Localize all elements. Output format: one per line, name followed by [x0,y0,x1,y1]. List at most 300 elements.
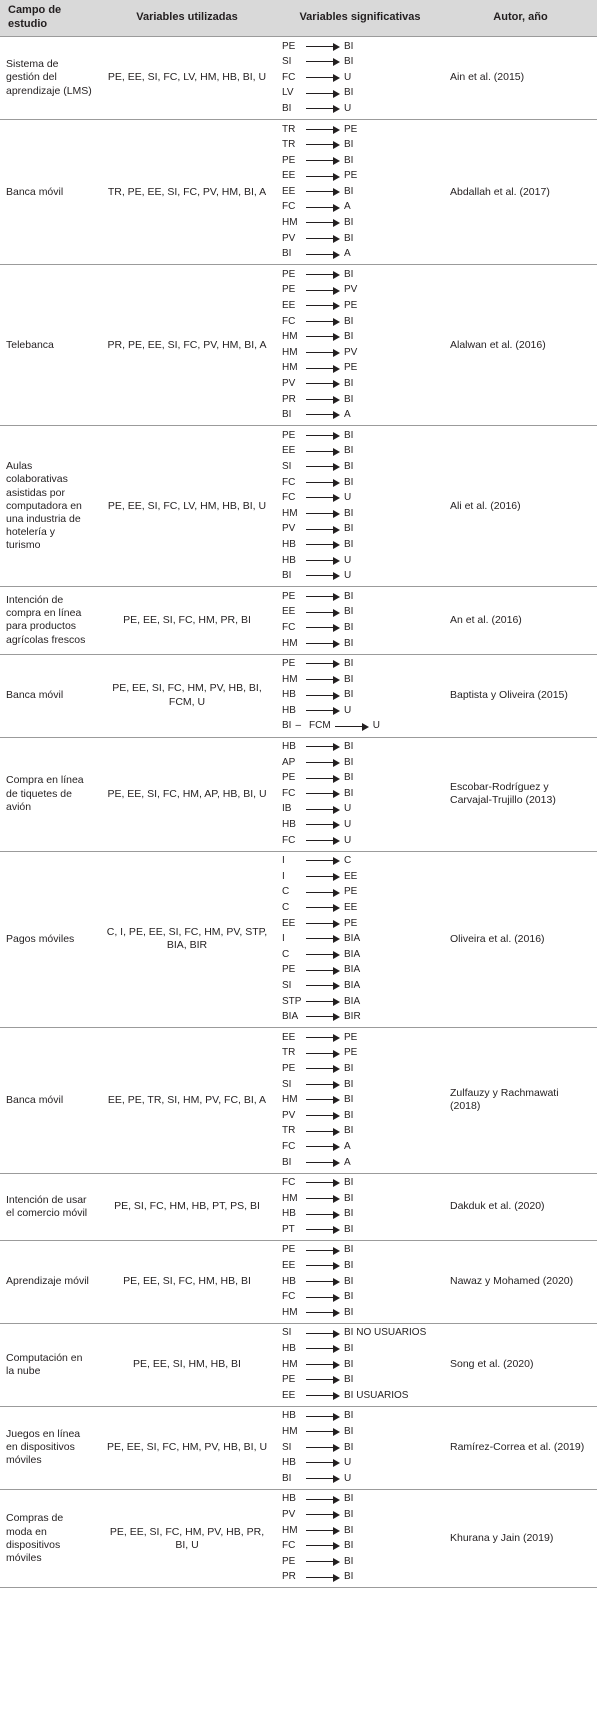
relation-target: BI USUARIOS [344,1389,409,1401]
relation-source: HB [282,1493,296,1505]
relation-target: PV [344,346,358,358]
relation-target: BI [344,590,354,602]
arrow-right-icon [306,935,340,943]
arrow-right-icon [306,1179,340,1187]
relation-source: I [282,870,285,882]
relation-target: U [344,102,352,114]
relation-source: BI [282,1472,292,1484]
relation-source: BI [282,409,292,421]
relation [282,1357,444,1373]
relation-source: FC [282,1540,296,1552]
relation-source: HB [282,704,296,716]
arrow-right-icon [306,1413,340,1421]
relation [282,1326,444,1342]
arrow-right-icon [306,743,340,751]
relation [282,537,444,553]
significativas-cell [276,1323,444,1406]
relation [282,330,444,346]
relation [282,70,444,86]
relation-target: BI [344,1094,354,1106]
relation-target: BI [344,1306,354,1318]
campo-cell: Banca móvil [6,1093,64,1106]
arrow-right-icon [306,105,340,113]
relation [282,1456,444,1472]
relation-source: PR [282,1571,296,1583]
relation-source: HM [282,1094,298,1106]
significativas-cell [276,654,444,737]
relation [282,755,444,771]
significativas-cell [276,1028,444,1173]
arrow-right-icon [306,1262,340,1270]
relation-source: PV [282,1508,296,1520]
relation [282,153,444,169]
relation-source: PE [282,40,296,52]
relation-target: BI [344,1208,354,1220]
arrow-right-icon [306,1496,340,1504]
relation-target: U [344,1472,352,1484]
relation-source: SI [282,460,292,472]
relation-source: FC [282,621,296,633]
arrow-right-icon [306,1159,340,1167]
relation-target: BI [344,1291,354,1303]
significativas-cell [276,37,444,120]
variables-cell: PR, PE, EE, SI, FC, PV, HM, BI, A [107,338,267,351]
campo-cell: Banca móvil [6,688,64,701]
arrow-right-icon [306,1392,340,1400]
relation-source: PE [282,154,296,166]
relation [282,1222,444,1238]
relation-target: BI [344,1275,354,1287]
relation-target: BI [344,689,354,701]
relation-target: BIA [344,979,361,991]
relation-target: U [372,720,380,732]
relation [282,408,444,424]
relation-source: PE [282,1244,296,1256]
relation [282,703,444,719]
relation-target: BIA [344,964,361,976]
relation-source: EE [282,1260,296,1272]
campo-cell: Aprendizaje móvil [6,1275,89,1288]
relation-source: PE [282,590,296,602]
relation-source: HM [282,1524,298,1536]
relation-source: PE [282,964,296,976]
relation-target: BI [344,658,354,670]
variables-cell: PE, EE, SI, FC, HM, PR, BI [123,613,251,626]
relation [282,169,444,185]
variables-cell: C, I, PE, EE, SI, FC, HM, PV, STP, BIA, BIR [106,926,268,952]
relation-target: A [344,1156,351,1168]
variables-cell: PE, EE, SI, FC, HM, PV, HB, BI, FCM, U [112,682,262,708]
autor-cell: An et al. (2016) [450,613,522,626]
relation [282,589,444,605]
relation [282,1124,444,1140]
relation-source: HM [282,1426,298,1438]
significativas-cell [276,1173,444,1240]
relation-target: BI [344,268,354,280]
relation [282,1342,444,1358]
relation [282,932,444,948]
relation [282,506,444,522]
campo-cell: Compra en línea de tiquetes de avión [6,774,84,813]
significativas-cell [276,265,444,426]
relation [282,247,444,263]
relation-source: SI [282,979,292,991]
relation-source: EE [282,917,296,929]
arrow-right-icon [306,271,340,279]
relation [282,475,444,491]
relation [282,1046,444,1062]
variables-cell: PE, EE, SI, FC, LV, HM, HB, BI, U [107,499,267,512]
arrow-right-icon [306,1542,340,1550]
relation-target: EE [344,902,358,914]
relation-source: HB [282,1410,296,1422]
relation-target: PE [344,917,358,929]
relation [282,771,444,787]
arrow-right-icon [306,1211,340,1219]
table-row [0,1240,597,1323]
header-variables: Variables utilizadas [136,11,238,24]
relation [282,994,444,1010]
arrow-right-icon [306,920,340,928]
arrow-right-icon [306,1278,340,1286]
relation-source: HB [282,741,296,753]
relation-target: C [344,855,352,867]
significativas-cell [276,737,444,851]
relation-source: PE [282,268,296,280]
relation [282,122,444,138]
relation-source: HB [282,554,296,566]
arrow-right-icon [306,1361,340,1369]
relation [282,428,444,444]
relation-source: HM [282,362,298,374]
autor-cell: Song et al. (2020) [450,1358,534,1371]
relation-target: BIA [344,948,361,960]
arrow-right-icon [306,593,340,601]
relation-target: BI [344,232,354,244]
arrow-right-icon [306,1475,340,1483]
relation [282,39,444,55]
relation [282,978,444,994]
table-row [0,265,597,426]
relation-target: BI [344,637,354,649]
relation-target: BI [344,1426,354,1438]
relation [282,86,444,102]
arrow-right-icon [306,1527,340,1535]
relation [282,1259,444,1275]
relation-source: PE [282,1062,296,1074]
table-row [0,37,597,120]
relation [282,1554,444,1570]
relation-target: BI [344,787,354,799]
relation-target: BI [344,56,354,68]
relation-target: PV [344,284,358,296]
relation [282,491,444,507]
relation-source: HB [282,1457,296,1469]
relation-source: HM [282,673,298,685]
relation-source: PE [282,1374,296,1386]
relation-source: HB [282,1275,296,1287]
relation-moderator: FCM [309,720,331,732]
relation-source: HM [282,1306,298,1318]
relation [282,1507,444,1523]
relation-source: BI [282,248,292,260]
relation-source: EE [282,170,296,182]
relation [282,1290,444,1306]
relation [282,1388,444,1404]
autor-cell: Oliveira et al. (2016) [450,932,545,945]
relation [282,1093,444,1109]
relation-source: I [282,933,285,945]
arrow-right-icon [306,775,340,783]
relation-source: HM [282,217,298,229]
relation-source: C [282,902,290,914]
relation-target: BI [344,621,354,633]
arrow-right-icon [306,380,340,388]
relation-target: BI [344,756,354,768]
arrow-right-icon [306,873,340,881]
arrow-right-icon [306,790,340,798]
relation-source: FC [282,1140,296,1152]
relation-target: PE [344,170,358,182]
relation-source: PE [282,772,296,784]
relation-source: PT [282,1223,295,1235]
relation-target: BI [344,393,354,405]
relation [282,459,444,475]
campo-cell: Intención de usar el comercio móvil [6,1193,88,1219]
table-row [0,1406,597,1489]
relation [282,900,444,916]
arrow-right-icon [306,141,340,149]
relation-target: BI [344,185,354,197]
table-row [0,426,597,587]
arrow-right-icon [306,759,340,767]
relation-source: HB [282,538,296,550]
autor-cell: Ain et al. (2015) [450,71,525,84]
relation-source: FC [282,1177,296,1189]
relation-source: FC [282,1291,296,1303]
arrow-right-icon [306,58,340,66]
arrow-right-icon [306,1013,340,1021]
relation [282,444,444,460]
arrow-right-icon [335,723,369,731]
arrow-right-icon [306,251,340,259]
arrow-right-icon [306,837,340,845]
relation-target: BI [344,606,354,618]
arrow-right-icon [306,660,340,668]
relation-target: BI [344,1571,354,1583]
relation-target: BI [344,1441,354,1453]
relation-target: U [344,834,352,846]
arrow-right-icon [306,494,340,502]
relation-target: BI [344,1223,354,1235]
autor-cell: Dakduk et al. (2020) [450,1200,545,1213]
relation-source: SI [282,1327,292,1339]
relation-target: BI [344,772,354,784]
header-autor: Autor, año [493,11,548,24]
autor-cell: Ramírez-Correa et al. (2019) [450,1441,585,1454]
campo-cell: Sistema de gestión del aprendizaje (LMS) [6,58,92,97]
relation-target: U [344,71,352,83]
relation-source: BI [282,570,292,582]
variables-cell: PE, EE, SI, FC, HM, PV, HB, PR, BI, U [109,1525,265,1551]
relation-target: BI [344,315,354,327]
significativas-cell [276,426,444,587]
relation-target: BI [344,476,354,488]
significativas-cell [276,1489,444,1588]
arrow-right-icon [306,609,340,617]
relation-source: EE [282,185,296,197]
relation [282,605,444,621]
campo-cell: Pagos móviles [6,932,75,945]
relation [282,636,444,652]
arrow-right-icon [306,806,340,814]
arrow-right-icon [306,349,340,357]
relation-target: BI [344,87,354,99]
relation-target: BI [344,507,354,519]
relation [282,833,444,849]
relation-source: PV [282,1109,296,1121]
arrow-right-icon [306,479,340,487]
variables-cell: PE, EE, SI, FC, LV, HM, HB, BI, U [107,71,267,84]
relation [282,216,444,232]
arrow-right-icon [306,235,340,243]
arrow-right-icon [306,640,340,648]
relation-source: IB [282,803,292,815]
relation [282,553,444,569]
arrow-right-icon [306,1112,340,1120]
relation-target: BIA [344,995,361,1007]
relation [282,1243,444,1259]
relation-source: C [282,886,290,898]
relation [282,184,444,200]
arrow-right-icon [306,692,340,700]
arrow-right-icon [306,857,340,865]
arrow-right-icon [306,302,340,310]
relation-source: TR [282,139,296,151]
relation-source: FC [282,315,296,327]
relation [282,1061,444,1077]
arrow-right-icon [306,889,340,897]
relation-source: HB [282,819,296,831]
relation [282,916,444,932]
relation-target: BI [344,378,354,390]
relation-target: U [344,1457,352,1469]
significativas-cell [276,851,444,1028]
relation-target: BI [344,1177,354,1189]
relation-target: BI [344,1062,354,1074]
relation [282,1471,444,1487]
relation-target: U [344,492,352,504]
relation-source: PV [282,378,296,390]
arrow-right-icon [306,982,340,990]
arrow-right-icon [306,1428,340,1436]
autor-cell: Abdallah et al. (2017) [450,185,550,198]
arrow-right-icon [306,1247,340,1255]
campo-cell: Intención de compra en línea para productos agrícolas frescos [6,594,86,646]
relation [282,1139,444,1155]
significativas-cell [276,119,444,264]
relation [282,1030,444,1046]
table-row [0,587,597,654]
relation-source: PV [282,232,296,244]
arrow-right-icon [306,557,340,565]
variables-cell: PE, EE, SI, FC, HM, AP, HB, BI, U [107,787,267,800]
relation-source: EE [282,300,296,312]
relation-source: FC [282,476,296,488]
relation-source: SI [282,1078,292,1090]
arrow-right-icon [306,1294,340,1302]
table-row [0,1173,597,1240]
arrow-right-icon [306,572,340,580]
relation [282,1274,444,1290]
relation [282,569,444,585]
relation-source: EE [282,445,296,457]
relation-source: BI [282,1156,292,1168]
autor-cell: Ali et al. (2016) [450,499,521,512]
arrow-right-icon [306,396,340,404]
relation-source: BI [282,102,292,114]
campo-cell: Compras de moda en dispositivos móviles [6,1512,64,1564]
relation [282,672,444,688]
relation-target: PE [344,1031,358,1043]
relation [282,963,444,979]
relation-target: BI [344,523,354,535]
relation-source: FC [282,787,296,799]
arrow-right-icon [306,904,340,912]
arrow-right-icon [306,1558,340,1566]
arrow-right-icon [306,707,340,715]
relation [282,1409,444,1425]
relation-target: BI [344,139,354,151]
arrow-right-icon [306,1034,340,1042]
arrow-right-icon [306,219,340,227]
arrow-right-icon [306,463,340,471]
relation-source: PR [282,393,296,405]
arrow-right-icon [306,526,340,534]
table-row [0,1489,597,1588]
arrow-right-icon [306,432,340,440]
relation-source: EE [282,1389,296,1401]
relation-source: PE [282,658,296,670]
relation-target: BI [344,40,354,52]
relation [282,1108,444,1124]
relation-source: FC [282,834,296,846]
arrow-right-icon [306,967,340,975]
relation [282,1191,444,1207]
relation-target: BI [344,1343,354,1355]
relation [282,267,444,283]
table-row [0,737,597,851]
arrow-right-icon [306,1511,340,1519]
arrow-right-icon [306,541,340,549]
relation-source: PV [282,523,296,535]
arrow-right-icon [306,448,340,456]
autor-cell: Escobar-Rodríguez y Carvajal-Trujillo (2013) [450,780,556,807]
relation [282,1155,444,1171]
relation-target: A [344,248,351,260]
relation-source: HM [282,346,298,358]
arrow-right-icon [306,821,340,829]
relation [282,283,444,299]
relation [282,392,444,408]
arrow-right-icon [306,1128,340,1136]
relation-target: BI [344,1192,354,1204]
relation [282,854,444,870]
arrow-right-icon [306,90,340,98]
arrow-right-icon [306,1096,340,1104]
relation [282,1440,444,1456]
relation [282,138,444,154]
